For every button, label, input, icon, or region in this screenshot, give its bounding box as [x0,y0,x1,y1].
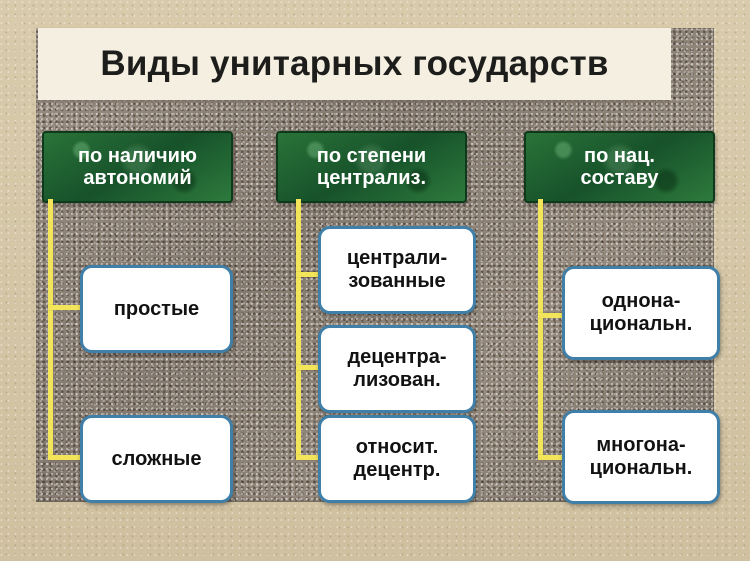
branch-header-1-line2: автономий [83,167,192,189]
leaf-branch-2-item-1-line1: централи- [346,247,448,269]
leaf-branch-3-item-1-line1: однона- [601,290,681,312]
leaf-branch-2-item-1-line2: зованные [348,270,446,292]
leaf-branch-1-item-2-line1: сложные [111,447,202,470]
leaf-branch-2-item-1 [318,226,476,314]
leaf-branch-3-item-1 [562,266,720,360]
leaf-branch-3-item-2-line1: многона- [596,434,686,456]
branch-header-2 [276,131,467,203]
leaf-branch-3-item-2-line2: циональн. [589,457,693,479]
leaf-branch-2-item-3-line2: децентр. [353,459,441,481]
page-title: Виды унитарных государств [100,44,609,83]
branch-header-3-line2: составу [580,167,659,189]
connector-branch-2-vertical [296,199,301,459]
leaf-branch-2-item-3 [318,415,476,503]
branch-header-1 [42,131,233,203]
branch-header-2-line2: централиз. [316,167,427,189]
leaf-branch-3-item-1-line2: циональн. [589,313,693,335]
leaf-branch-2-item-2-line1: децентра- [347,346,447,368]
branch-header-3-line1: по нац. [584,144,655,167]
branch-header-3 [524,131,715,203]
connector-branch-1-vertical [48,199,53,459]
leaf-branch-1-item-1-line1: простые [113,297,200,320]
leaf-branch-2-item-3-line1: относит. [355,436,439,458]
connector-branch-1-to-item-2 [48,455,82,460]
leaf-branch-1-item-1 [80,265,233,353]
branch-header-1-line1: по наличию [77,144,198,167]
leaf-branch-1-item-2 [80,415,233,503]
leaf-branch-2-item-2 [318,325,476,413]
connector-branch-3-vertical [538,199,543,459]
leaf-branch-3-item-2 [562,410,720,504]
connector-branch-1-to-item-1 [48,305,82,310]
branch-header-2-line1: по степени [316,144,427,167]
leaf-branch-2-item-2-line2: лизован. [353,369,441,391]
